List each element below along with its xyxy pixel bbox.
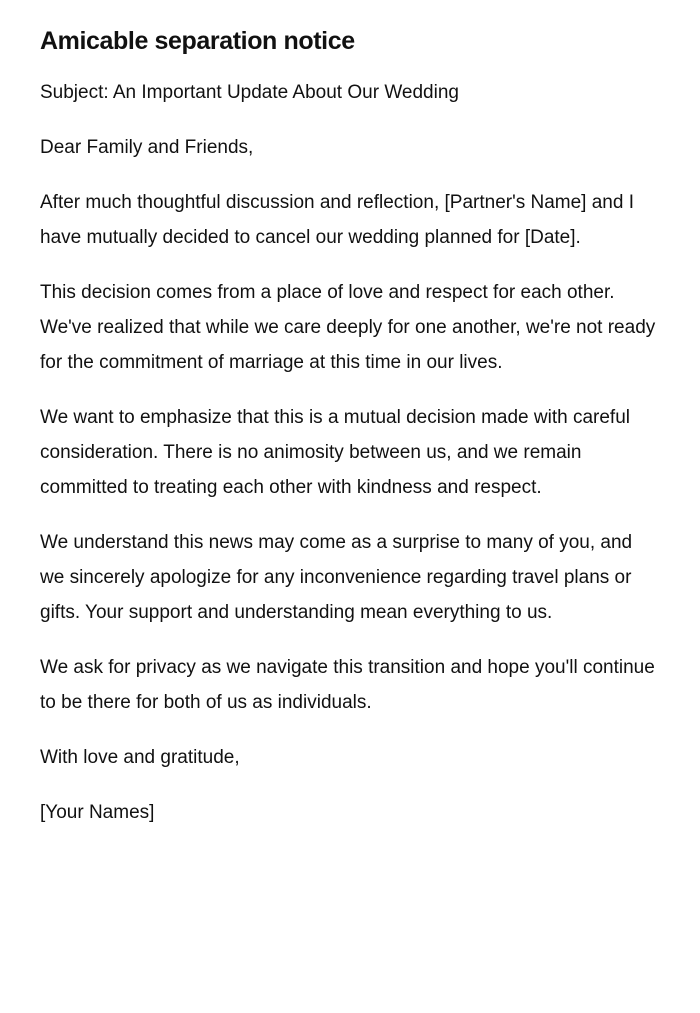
closing-line: With love and gratitude, (40, 747, 240, 768)
body-paragraph: After much thoughtful discussion and reflection, [Partner's Name] and I have mutually decided to cancel our wedding planned for [Date]. (40, 192, 634, 248)
salutation: Dear Family and Friends, (40, 137, 254, 158)
document-title: Amicable separation notice (40, 27, 355, 55)
body-paragraph: We want to emphasize that this is a mutual decision made with careful consideration. There is no animosity between us, and we remain committed to treating each other with kindness and respect. (40, 407, 630, 498)
body-paragraph: We understand this news may come as a surprise to many of you, and we sincerely apologize for any inconvenience regarding travel plans or gifts. Your support and understanding mean everything to us. (40, 532, 633, 623)
body-paragraph: This decision comes from a place of love and respect for each other. We've realized that while we care deeply for one another, we're not ready for the commitment of marriage at this time in our lives. (40, 282, 656, 373)
body-paragraph: We ask for privacy as we navigate this transition and hope you'll continue to be there for both of us as individuals. (40, 657, 655, 713)
signature: [Your Names] (40, 802, 155, 823)
subject-line: Subject: An Important Update About Our Wedding (40, 82, 459, 103)
